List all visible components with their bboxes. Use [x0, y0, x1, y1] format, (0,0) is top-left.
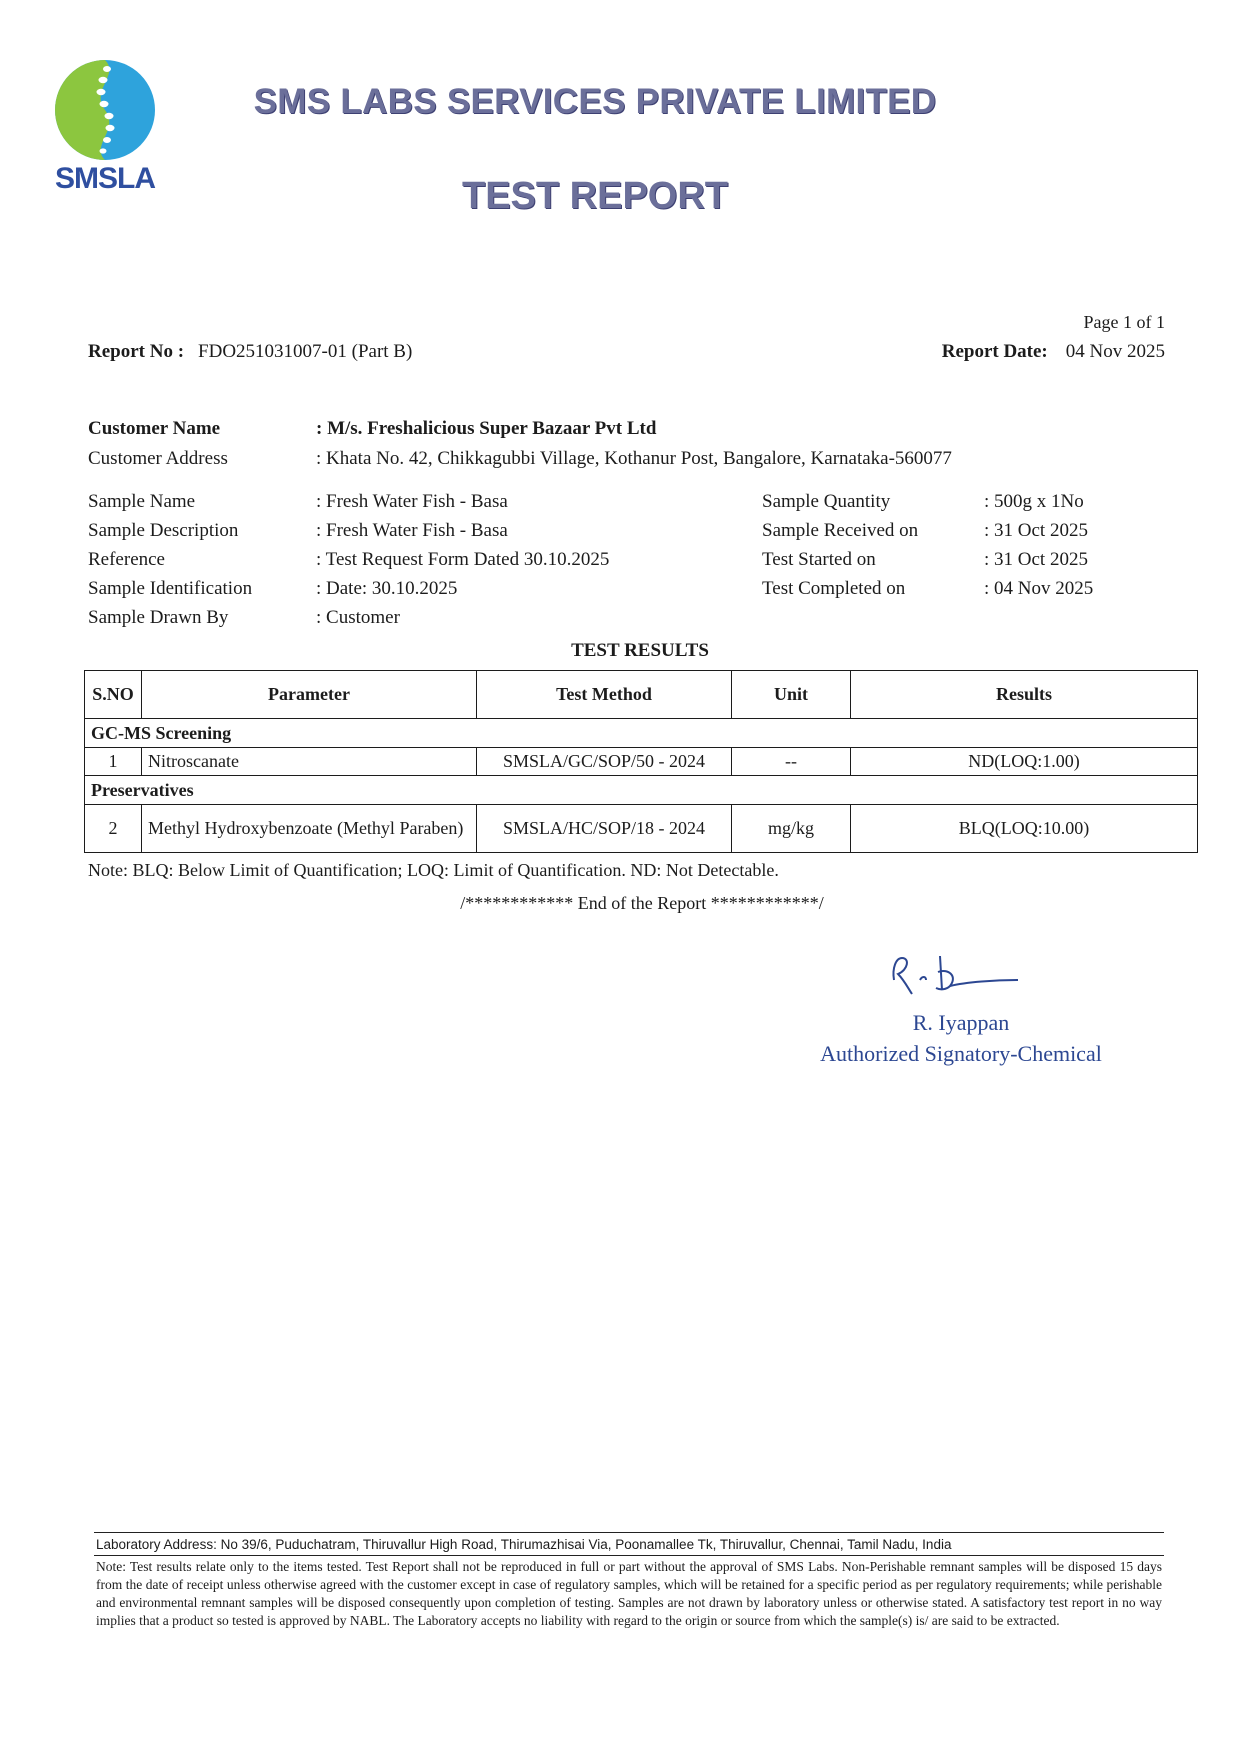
- column-header-parameter: Parameter: [142, 671, 477, 719]
- cell-method: SMSLA/HC/SOP/18 - 2024: [477, 805, 732, 853]
- logo-text: SMSLA: [55, 162, 155, 195]
- signature-mark: [886, 950, 1026, 1000]
- sample-quantity-label: Sample Quantity: [762, 491, 891, 512]
- customer-address-label: Customer Address: [88, 448, 228, 469]
- group-name: Preservatives: [85, 776, 1198, 805]
- cell-result: ND(LOQ:1.00): [851, 748, 1198, 776]
- column-header-method: Test Method: [477, 671, 732, 719]
- signature-icon: [886, 950, 1026, 1000]
- sample-name-label: Sample Name: [88, 491, 196, 512]
- laboratory-address: Laboratory Address: No 39/6, Puduchatram, Thiruvallur High Road, Thirumazhisai Via, Poonamallee Tk, Thiruvallur, Chennai, Tamil Nadu, India: [96, 1537, 952, 1552]
- report-date-value: 04 Nov 2025: [1065, 341, 1165, 362]
- cell-sno: 2: [85, 805, 142, 853]
- sample-description-value: : Fresh Water Fish - Basa: [316, 520, 508, 541]
- group-row: [85, 776, 1198, 805]
- table-row: [85, 748, 1198, 776]
- column-header-sno: S.NO: [85, 671, 142, 719]
- signatory-role: Authorized Signatory-Chemical: [820, 1041, 1102, 1066]
- column-header-unit: Unit: [732, 671, 851, 719]
- results-heading: TEST RESULTS: [571, 640, 709, 661]
- signatory-name: R. Iyappan: [912, 1010, 1010, 1035]
- page-number: Page 1 of 1: [1083, 312, 1165, 332]
- sample-quantity-value: : 500g x 1No: [984, 491, 1084, 512]
- table-header-row: [85, 671, 1198, 719]
- customer-name-value: : M/s. Freshalicious Super Bazaar Pvt Ltd: [316, 418, 657, 439]
- sample-identification-label: Sample Identification: [88, 578, 253, 599]
- results-note: Note: BLQ: Below Limit of Quantification; LOQ: Limit of Quantification. ND: Not Detectable.: [88, 860, 779, 880]
- cell-method: SMSLA/GC/SOP/50 - 2024: [477, 748, 732, 776]
- cell-unit: --: [732, 748, 851, 776]
- report-number-value: FDO251031007-01 (Part B): [198, 341, 413, 362]
- column-header-results: Results: [851, 671, 1198, 719]
- sample-name-value: : Fresh Water Fish - Basa: [316, 491, 508, 512]
- report-number-label: Report No :: [88, 341, 185, 362]
- test-completed-value: : 04 Nov 2025: [984, 578, 1094, 599]
- customer-name-label: Customer Name: [88, 418, 221, 439]
- customer-address-value: : Khata No. 42, Chikkagubbi Village, Kothanur Post, Bangalore, Karnataka-560077: [316, 448, 952, 469]
- test-started-value: : 31 Oct 2025: [984, 549, 1088, 570]
- sample-identification-value: : Date: 30.10.2025: [316, 578, 458, 599]
- page-title: TEST REPORT: [461, 175, 729, 217]
- sample-description-label: Sample Description: [88, 520, 239, 541]
- group-name: GC-MS Screening: [85, 719, 1198, 748]
- cell-parameter: Methyl Hydroxybenzoate (Methyl Paraben): [142, 805, 477, 853]
- group-row: [85, 719, 1198, 748]
- reference-label: Reference: [88, 549, 165, 570]
- test-completed-label: Test Completed on: [762, 578, 906, 599]
- reference-value: : Test Request Form Dated 30.10.2025: [316, 549, 610, 570]
- table-row: [85, 805, 1198, 853]
- company-name: SMS LABS SERVICES PRIVATE LIMITED: [253, 82, 937, 121]
- footer-divider: [94, 1555, 1164, 1556]
- cell-result: BLQ(LOQ:10.00): [851, 805, 1198, 853]
- cell-parameter: Nitroscanate: [142, 748, 477, 776]
- cell-unit: mg/kg: [732, 805, 851, 853]
- report-date-label: Report Date:: [941, 341, 1048, 362]
- cell-sno: 1: [85, 748, 142, 776]
- report-number: [88, 341, 412, 363]
- footer-note: Note: Test results relate only to the items tested. Test Report shall not be reproduced in full or part without the approval of SMS Labs. Non-Perishable remnant samples will be disposed 15 days from the date of receipt unless otherwise agreed with the customer except in case of regulatory samples, which will be retained for a specific period as per regulatory requirements; while perishable and environmental remnant samples will be disposed consequently upon completion of testing. Samples are not drawn by laboratory unless or otherwise stated. A satisfactory test report in no way implies that a product so tested is approved by NABL. The Laboratory accepts no liability with regard to the origin or source from which the sample(s) is/ are said to be extracted.: [96, 1559, 1162, 1628]
- sample-drawn-by-value: : Customer: [316, 607, 400, 628]
- results-table: [84, 670, 1198, 853]
- sample-received-label: Sample Received on: [762, 520, 919, 541]
- report-date: [942, 341, 1165, 363]
- footer-divider: [94, 1532, 1164, 1533]
- end-of-report: /************ End of the Report ************/: [460, 893, 824, 913]
- test-started-label: Test Started on: [762, 549, 876, 570]
- sample-received-value: : 31 Oct 2025: [984, 520, 1088, 541]
- sample-drawn-by-label: Sample Drawn By: [88, 607, 229, 628]
